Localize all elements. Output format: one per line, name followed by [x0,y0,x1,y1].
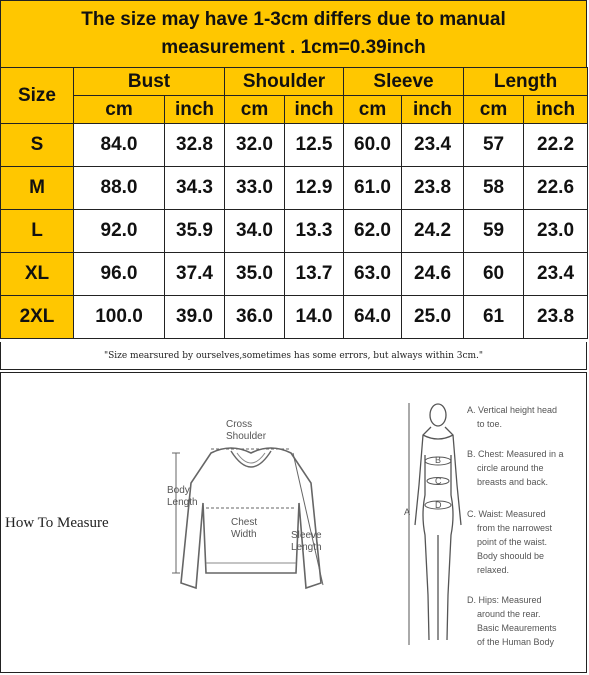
value-cell: 34.0 [225,210,285,253]
value-cell: 35.0 [225,253,285,296]
value-cell: 23.4 [524,253,588,296]
size-chart-header [0,0,587,68]
value-cell: 61 [464,296,524,339]
value-cell: 24.6 [402,253,464,296]
unit-header: inch [165,96,225,124]
size-cell: 2XL [1,296,74,339]
value-cell: 60 [464,253,524,296]
marker-a: A [404,507,411,517]
value-cell: 92.0 [74,210,165,253]
value-cell: 84.0 [74,124,165,167]
value-cell: 22.2 [524,124,588,167]
shoulder-header: Shoulder [225,68,344,96]
chest-width-label: Chest [231,517,258,528]
size-cell: M [1,167,74,210]
size-cell: XL [1,253,74,296]
body-head [430,404,446,426]
value-cell: 23.0 [524,210,588,253]
size-column-header: Size [1,68,74,124]
size-cell: L [1,210,74,253]
value-cell: 22.6 [524,167,588,210]
note-b: circle around the [477,463,544,473]
value-cell: 88.0 [74,167,165,210]
value-cell: 13.7 [285,253,344,296]
marker-c: C [435,476,442,486]
value-cell: 12.5 [285,124,344,167]
table-row [1,167,588,210]
table-row [1,296,588,339]
value-cell: 57 [464,124,524,167]
unit-header: inch [402,96,464,124]
value-cell: 60.0 [344,124,402,167]
value-cell: 33.0 [225,167,285,210]
marker-b: B [435,455,442,465]
body-length-label: Body [167,485,190,496]
unit-header: cm [225,96,285,124]
value-cell: 63.0 [344,253,402,296]
bust-header: Bust [74,68,225,96]
sleeve-header: Sleeve [344,68,464,96]
cross-shoulder-label: Shoulder [226,431,267,442]
length-header: Length [464,68,588,96]
table-row [1,124,588,167]
value-cell: 100.0 [74,296,165,339]
value-cell: 14.0 [285,296,344,339]
value-cell: 32.8 [165,124,225,167]
size-table [0,67,588,339]
note-d: Basic Meaurements [477,623,557,633]
value-cell: 23.8 [402,167,464,210]
measurement-note: "Size mearsured by ourselves,sometimes has some errors, but always within 3cm." [0,342,587,370]
header-line-2: measurement . 1cm=0.39inch [161,37,426,58]
value-cell: 35.9 [165,210,225,253]
value-cell: 32.0 [225,124,285,167]
value-cell: 61.0 [344,167,402,210]
unit-header: cm [74,96,165,124]
sleeve-length-label: Sleeve [291,530,322,541]
note-a: A. Vertical height head [467,405,558,415]
value-cell: 25.0 [402,296,464,339]
note-c: point of the waist. [477,537,548,547]
value-cell: 13.3 [285,210,344,253]
header-line-1: The size may have 1-3cm differs due to manual [81,9,506,30]
value-cell: 62.0 [344,210,402,253]
note-c: from the narrowest [477,523,553,533]
note-b: B. Chest: Measured in a [467,449,564,459]
note-d: of the Human Body [477,637,555,647]
value-cell: 64.0 [344,296,402,339]
note-b: breasts and back. [477,477,549,487]
value-cell: 96.0 [74,253,165,296]
value-cell: 23.8 [524,296,588,339]
value-cell: 34.3 [165,167,225,210]
how-to-measure-label: How To Measure [5,515,109,531]
value-cell: 39.0 [165,296,225,339]
sleeve-length-label: Length [291,542,322,553]
unit-header: cm [464,96,524,124]
value-cell: 37.4 [165,253,225,296]
chest-width-label: Width [231,529,257,540]
value-cell: 59 [464,210,524,253]
note-c: relaxed. [477,565,510,575]
note-c: Body shoould be [477,551,545,561]
value-cell: 23.4 [402,124,464,167]
note-d: D. Hips: Measured [467,595,542,605]
note-a: to toe. [477,419,503,429]
marker-d: D [435,500,442,510]
value-cell: 24.2 [402,210,464,253]
garment-diagram [161,413,341,613]
note-c: C. Waist: Measured [467,509,546,519]
table-row [1,253,588,296]
body-length-label: Length [167,497,198,508]
unit-header: inch [524,96,588,124]
value-cell: 12.9 [285,167,344,210]
value-cell: 36.0 [225,296,285,339]
size-cell: S [1,124,74,167]
body-measure-diagram [401,395,581,665]
sweater-collar-inner [237,453,265,463]
note-d: around the rear. [477,609,541,619]
how-to-measure-panel [0,372,587,673]
unit-header: cm [344,96,402,124]
value-cell: 58 [464,167,524,210]
table-row [1,210,588,253]
sleeve-length-line [293,453,323,585]
unit-header: inch [285,96,344,124]
cross-shoulder-label: Cross [226,419,253,430]
